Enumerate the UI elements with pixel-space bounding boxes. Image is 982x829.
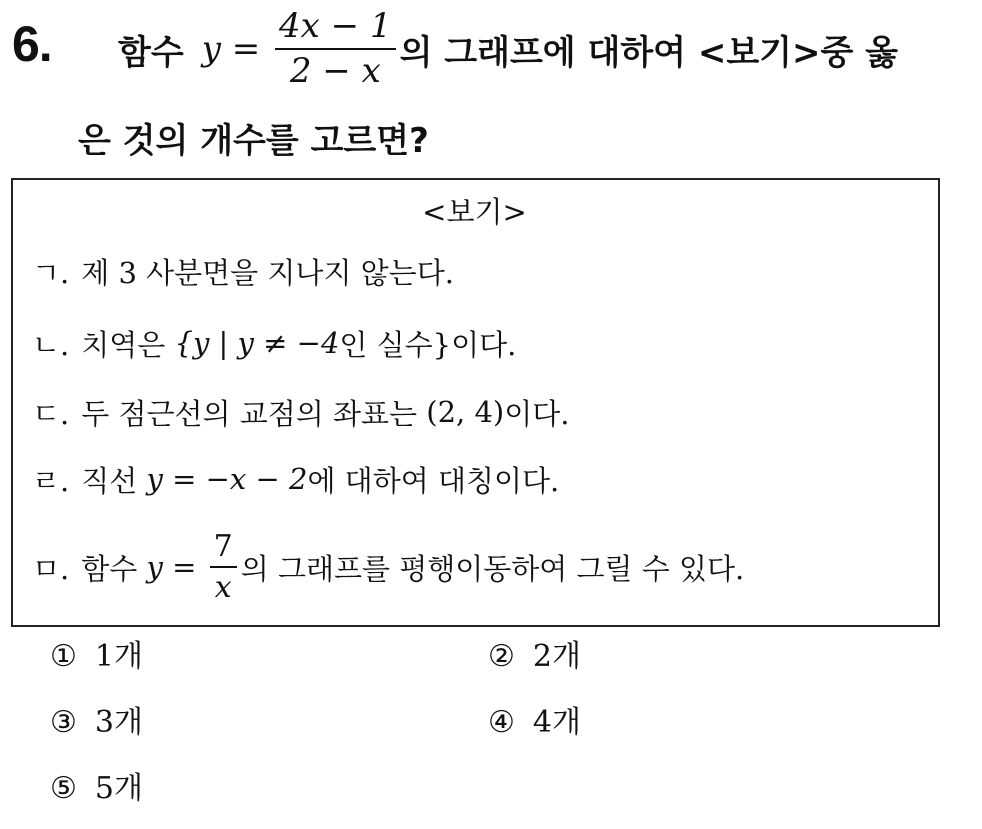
stem-suffix: 의 그래프에 대하여 <보기>중 옳 bbox=[399, 32, 899, 73]
choice-label: 4개 bbox=[532, 705, 581, 740]
answer-choice-4[interactable] bbox=[488, 701, 581, 745]
fraction-numerator: 4x − 1 bbox=[279, 5, 392, 46]
item-marker: ㄴ. bbox=[32, 327, 70, 362]
function-lhs: y bbox=[201, 29, 221, 69]
bogi-item-mieum bbox=[32, 524, 744, 610]
fraction-numerator: 7 bbox=[213, 529, 233, 565]
item-math: {y | y ≠ −4 bbox=[174, 326, 340, 360]
item-math-expression bbox=[146, 530, 240, 604]
fraction-denominator: 2 − x bbox=[289, 51, 381, 91]
item-math: y = −x − 2 bbox=[146, 462, 308, 496]
item-prefix: 직선 bbox=[81, 463, 147, 498]
question-stem-line-1 bbox=[118, 6, 898, 92]
item-marker: ㄱ. bbox=[32, 255, 70, 290]
fraction-bar bbox=[275, 48, 396, 50]
stem-line-2-text: 은 것의 개수를 고르면? bbox=[78, 120, 429, 161]
item-text: 제 3 사분면을 지나지 않는다. bbox=[81, 255, 454, 290]
item-marker: ㄹ. bbox=[32, 463, 70, 498]
bogi-item-nieun bbox=[32, 318, 516, 368]
question-number: 6. bbox=[12, 16, 52, 72]
function-fraction bbox=[275, 5, 396, 91]
answer-choice-1[interactable] bbox=[50, 635, 143, 679]
item-suffix: 에 대하여 대칭이다. bbox=[307, 463, 560, 498]
item-fraction bbox=[210, 530, 237, 604]
item-math-equals: = bbox=[162, 550, 206, 584]
choice-number: ⑤ bbox=[50, 771, 77, 806]
answer-choice-5[interactable] bbox=[50, 767, 143, 811]
choice-label: 5개 bbox=[94, 771, 143, 806]
bogi-title: <보기> bbox=[422, 195, 527, 229]
choice-label: 2개 bbox=[532, 639, 581, 674]
bogi-item-digeut bbox=[32, 387, 569, 437]
item-suffix: 인 실수}이다. bbox=[339, 327, 517, 362]
item-prefix: 두 점근선의 교점의 좌표는 bbox=[81, 396, 427, 431]
bogi-item-rieul bbox=[32, 454, 559, 504]
fraction-bar bbox=[210, 566, 237, 568]
choice-number: ④ bbox=[488, 705, 515, 740]
choice-label: 3개 bbox=[94, 705, 143, 740]
choice-number: ② bbox=[488, 639, 515, 674]
function-expression bbox=[201, 5, 400, 91]
choice-label: 1개 bbox=[94, 639, 143, 674]
fraction-denominator: x bbox=[214, 569, 232, 605]
item-suffix: 의 그래프를 평행이동하여 그릴 수 있다. bbox=[240, 551, 745, 586]
bogi-item-giyeok bbox=[32, 246, 454, 296]
item-math-lhs: y bbox=[146, 550, 163, 584]
question-stem-line-2 bbox=[78, 112, 429, 162]
item-suffix: 이다. bbox=[504, 396, 570, 431]
answer-choice-2[interactable] bbox=[488, 635, 581, 679]
item-marker: ㄷ. bbox=[32, 396, 70, 431]
answer-choice-3[interactable] bbox=[50, 701, 143, 745]
item-math: (2, 4) bbox=[426, 395, 505, 429]
stem-prefix: 함수 bbox=[118, 32, 184, 73]
item-prefix: 함수 bbox=[81, 551, 147, 586]
choice-number: ① bbox=[50, 639, 77, 674]
function-equals: = bbox=[220, 29, 272, 69]
item-marker: ㅁ. bbox=[32, 551, 70, 586]
choice-number: ③ bbox=[50, 705, 77, 740]
item-prefix: 치역은 bbox=[81, 327, 175, 362]
